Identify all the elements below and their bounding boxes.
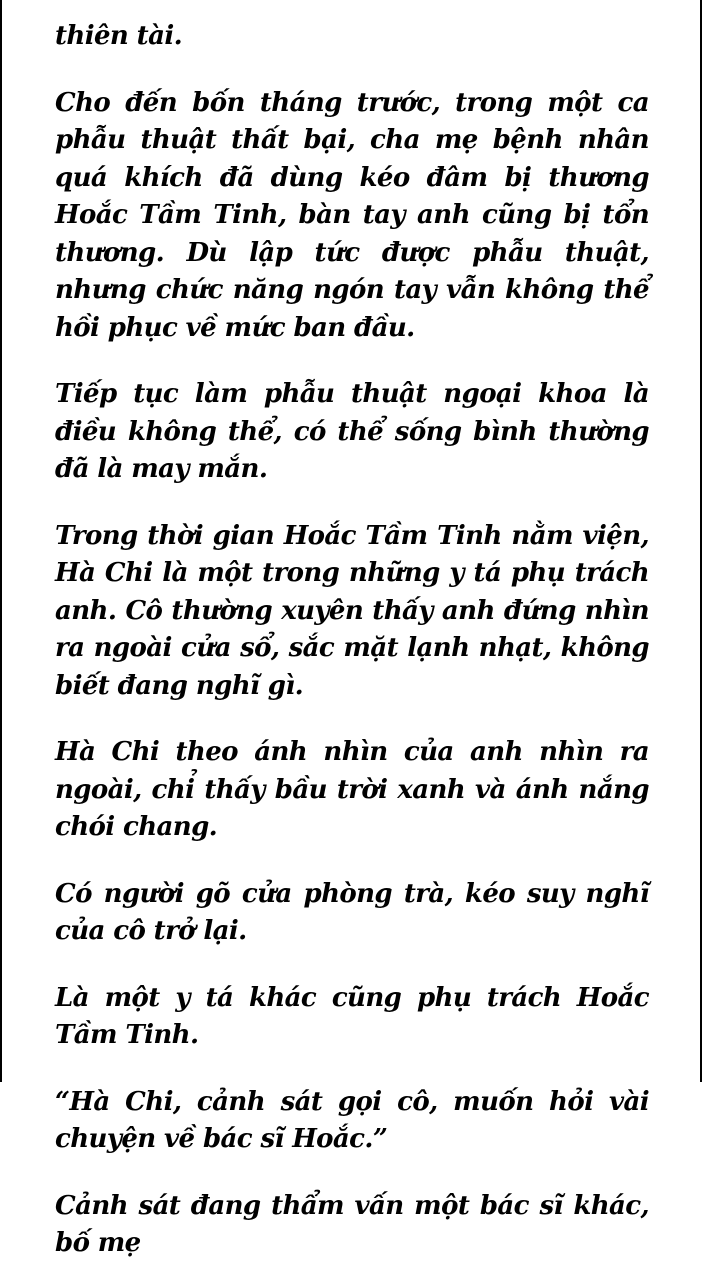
story-paragraph: Trong thời gian Hoắc Tầm Tinh nằm viện, Hà Chi là một trong những y tá phụ trách anh. Cô thường xuyên thấy anh đứng nhìn ra ngoài cửa sổ, sắc mặt lạnh nhạt, không biết đang nghĩ gì.	[55, 520, 649, 701]
story-text-block	[55, 18, 649, 1263]
story-paragraph: thiên tài.	[55, 21, 183, 51]
story-paragraph: Có người gõ cửa phòng trà, kéo suy nghĩ của cô trở lại.	[55, 878, 649, 946]
page-edge-left	[0, 0, 2, 1082]
story-paragraph: Tiếp tục làm phẫu thuật ngoại khoa là điều không thể, có thể sống bình thường đã là may mắn.	[55, 379, 649, 484]
story-paragraph: Là một y tá khác cũng phụ trách Hoắc Tầm Tinh.	[55, 982, 649, 1050]
story-paragraph: Cho đến bốn tháng trước, trong một ca phẫu thuật thất bại, cha mẹ bệnh nhân quá khích đã dùng kéo đâm bị thương Hoắc Tầm Tinh, bàn tay anh cũng bị tổn thương. Dù lập tức được phẫu thuật, nhưng chức năng ngón tay vẫn không thể hồi phục về mức ban đầu.	[55, 87, 649, 343]
story-paragraph: “Hà Chi, cảnh sát gọi cô, muốn hỏi vài chuyện về bác sĩ Hoắc.”	[55, 1086, 649, 1154]
story-paragraph: Cảnh sát đang thẩm vấn một bác sĩ khác, bố mẹ	[55, 1190, 649, 1258]
story-paragraph: Hà Chi theo ánh nhìn của anh nhìn ra ngoài, chỉ thấy bầu trời xanh và ánh nắng chói chang.	[55, 737, 649, 842]
